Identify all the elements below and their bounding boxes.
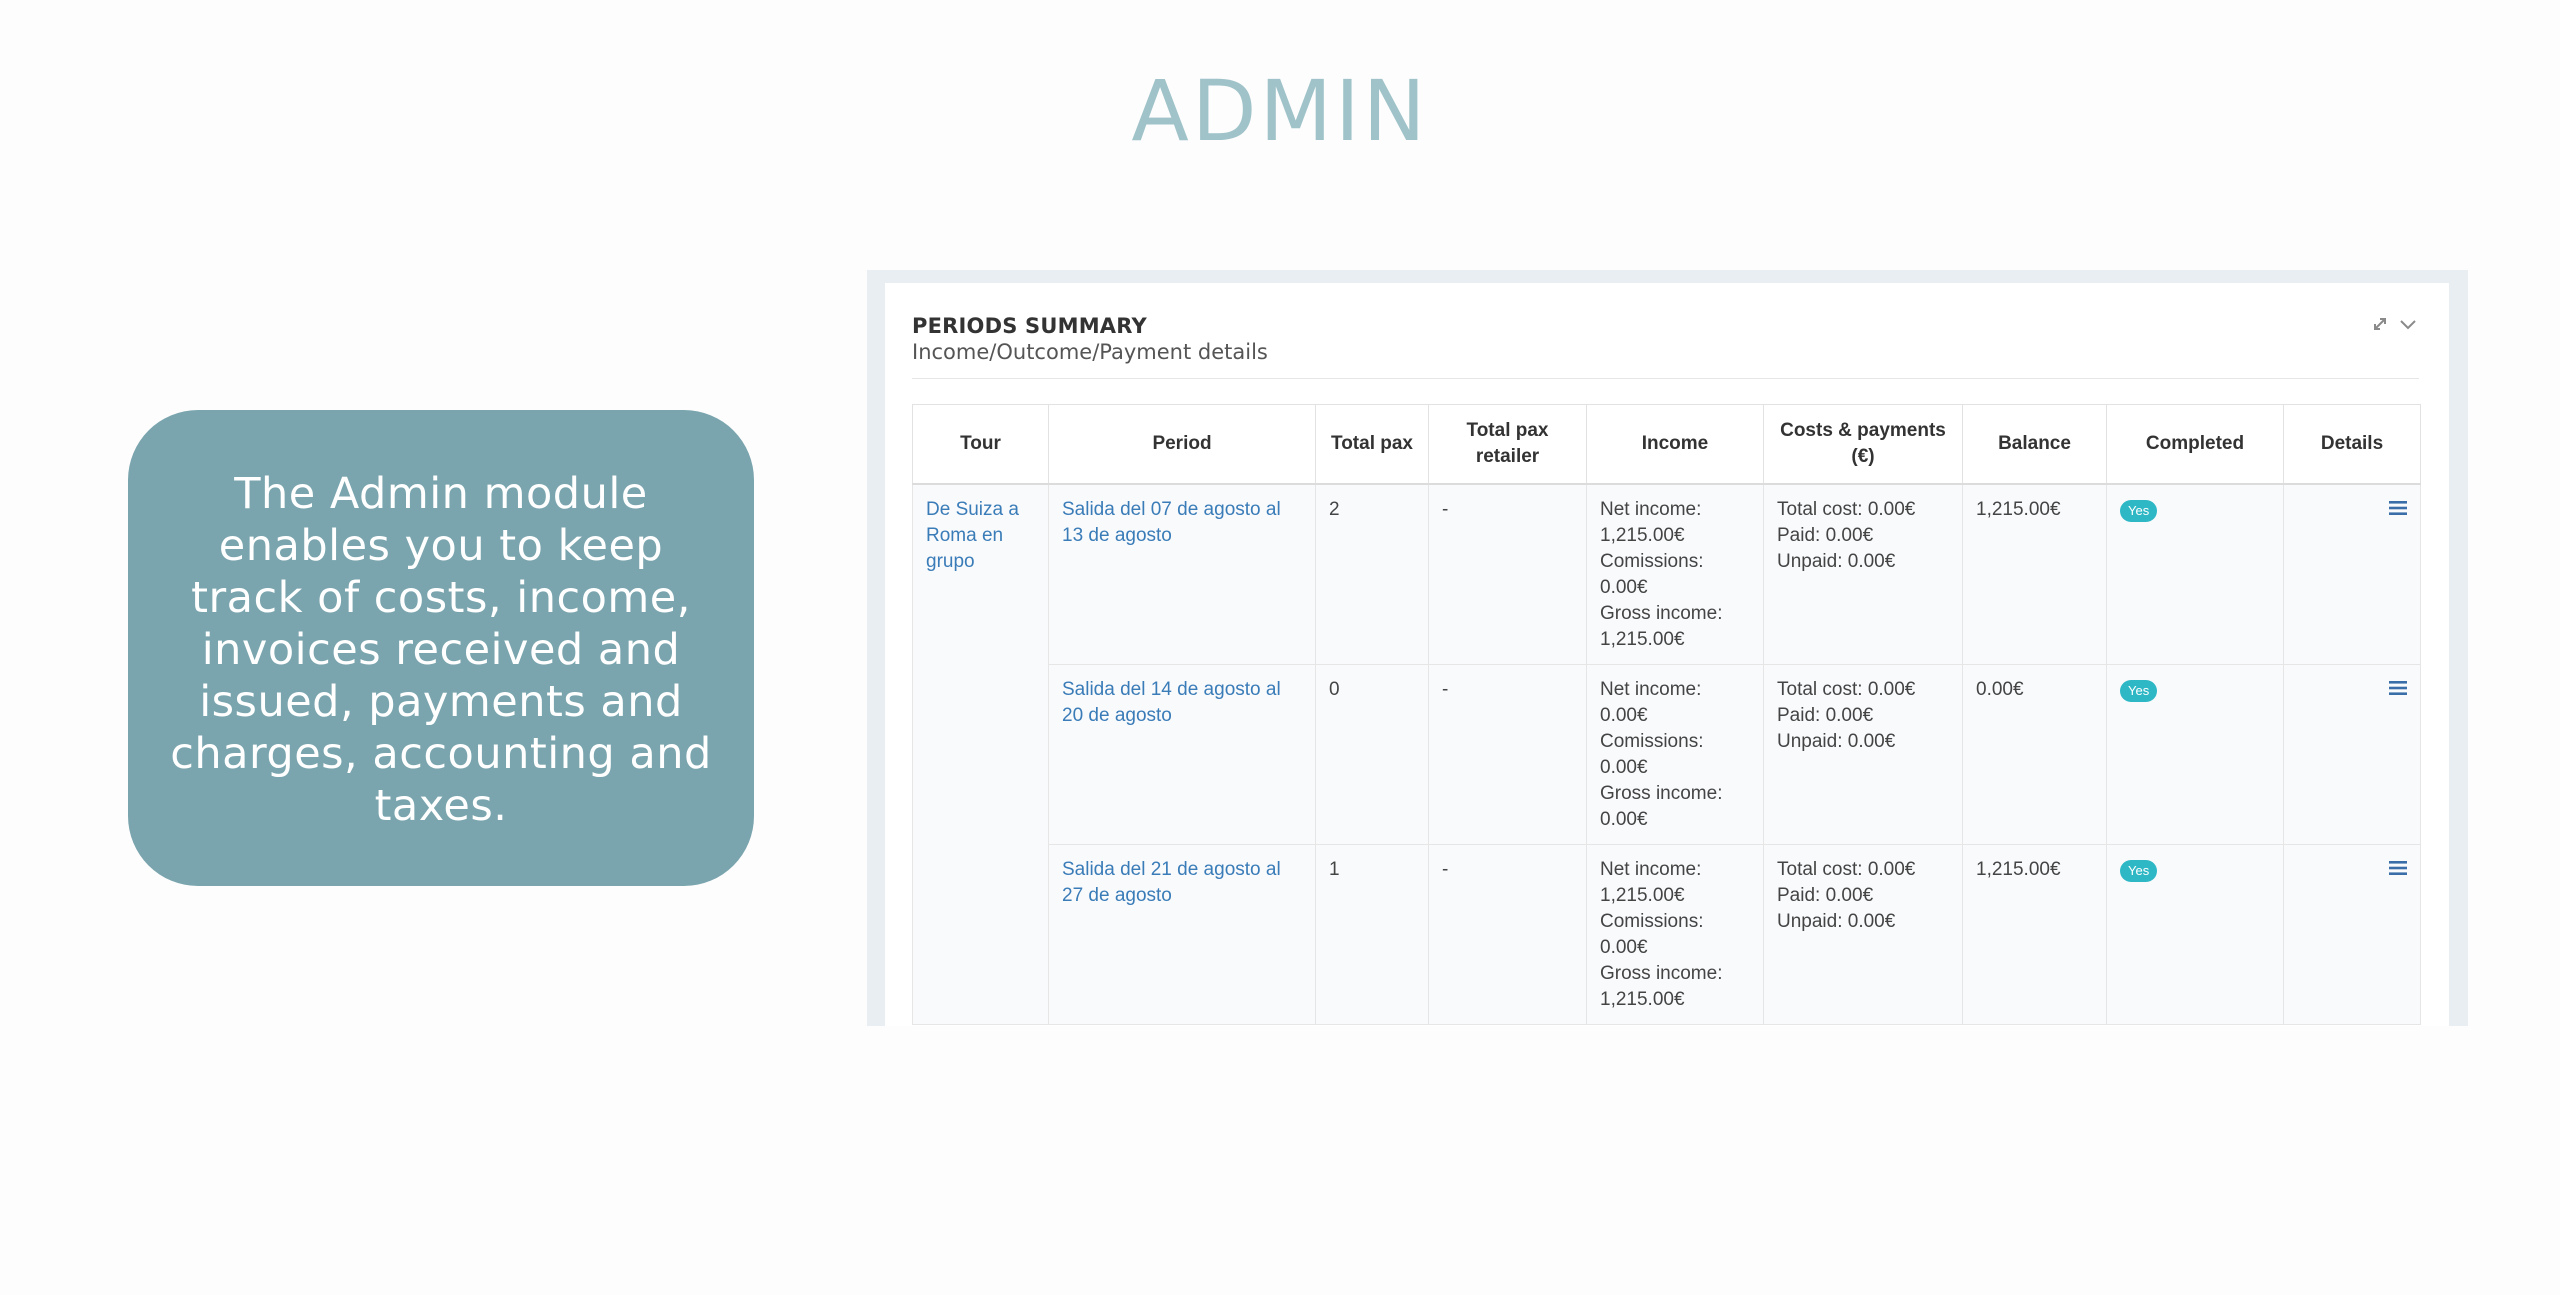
costs-cell — [1764, 845, 1963, 1025]
income-line: 0.00€ — [1600, 705, 1648, 726]
income-cell — [1587, 665, 1764, 845]
income-line: Net income: — [1600, 679, 1702, 700]
col-header-completed[interactable]: Completed — [2107, 405, 2284, 485]
completed-cell — [2107, 484, 2284, 665]
cost-line: Paid: 0.00€ — [1777, 525, 1874, 546]
col-header-total-pax[interactable]: Total pax — [1316, 405, 1429, 485]
col-header-costs[interactable]: Costs & payments (€) — [1764, 405, 1963, 485]
cost-line: Total cost: 0.00€ — [1777, 499, 1916, 520]
income-line: Comissions: — [1600, 911, 1704, 932]
cost-line: Paid: 0.00€ — [1777, 885, 1874, 906]
cost-line: Paid: 0.00€ — [1777, 705, 1874, 726]
info-callout — [128, 410, 754, 886]
income-line: Gross income: — [1600, 603, 1723, 624]
pax-retailer-cell: - — [1429, 665, 1587, 845]
cost-line: Unpaid: 0.00€ — [1777, 551, 1896, 572]
cost-line: Total cost: 0.00€ — [1777, 859, 1916, 880]
periods-summary-panel — [885, 283, 2449, 1026]
income-line: Gross income: — [1600, 963, 1723, 984]
income-line: 0.00€ — [1600, 577, 1648, 598]
income-cell — [1587, 484, 1764, 665]
pax-retailer-cell: - — [1429, 845, 1587, 1025]
income-line: 1,215.00€ — [1600, 989, 1685, 1010]
panel-divider — [912, 378, 2419, 379]
col-header-balance[interactable]: Balance — [1963, 405, 2107, 485]
app-screenshot — [867, 270, 2468, 1026]
period-link[interactable]: Salida del 14 de agosto al 20 de agosto — [1062, 679, 1281, 726]
income-line: Comissions: — [1600, 551, 1704, 572]
income-line: Net income: — [1600, 859, 1702, 880]
income-line: Net income: — [1600, 499, 1702, 520]
col-header-total-pax-retailer[interactable]: Total pax retailer — [1429, 405, 1587, 485]
income-line: Gross income: — [1600, 783, 1723, 804]
panel-title: PERIODS SUMMARY — [912, 314, 1147, 338]
balance-cell: 1,215.00€ — [1963, 484, 2107, 665]
income-line: 1,215.00€ — [1600, 525, 1685, 546]
slide-title: ADMIN — [1131, 62, 1429, 160]
total-pax-cell: 0 — [1316, 665, 1429, 845]
chevron-down-icon[interactable] — [2397, 313, 2419, 335]
period-cell — [1049, 845, 1316, 1025]
details-menu-icon[interactable] — [2389, 860, 2407, 876]
table-row — [913, 665, 2421, 845]
cost-line: Unpaid: 0.00€ — [1777, 911, 1896, 932]
balance-cell: 0.00€ — [1963, 665, 2107, 845]
completed-badge: Yes — [2120, 680, 2157, 702]
details-menu-icon[interactable] — [2389, 500, 2407, 516]
period-cell — [1049, 484, 1316, 665]
income-line: 1,215.00€ — [1600, 885, 1685, 906]
col-header-period[interactable]: Period — [1049, 405, 1316, 485]
col-header-income[interactable]: Income — [1587, 405, 1764, 485]
income-cell — [1587, 845, 1764, 1025]
details-cell — [2284, 484, 2421, 665]
total-pax-cell: 2 — [1316, 484, 1429, 665]
tour-cell — [913, 484, 1049, 1025]
completed-badge: Yes — [2120, 860, 2157, 882]
income-line: 0.00€ — [1600, 937, 1648, 958]
costs-cell — [1764, 665, 1963, 845]
income-line: 0.00€ — [1600, 757, 1648, 778]
balance-cell: 1,215.00€ — [1963, 845, 2107, 1025]
table-row — [913, 484, 2421, 665]
panel-subtitle: Income/Outcome/Payment details — [912, 340, 1268, 364]
callout-text: The Admin module enables you to keep track of costs, income, invoices received and issued, payments and charges, accounting and taxes. — [170, 469, 712, 831]
income-line: 0.00€ — [1600, 809, 1648, 830]
period-cell — [1049, 665, 1316, 845]
total-pax-cell: 1 — [1316, 845, 1429, 1025]
tour-link[interactable]: De Suiza a Roma en grupo — [926, 499, 1019, 572]
col-header-details[interactable]: Details — [2284, 405, 2421, 485]
expand-icon[interactable] — [2369, 313, 2391, 335]
periods-table — [912, 404, 2421, 1025]
income-line: Comissions: — [1600, 731, 1704, 752]
pax-retailer-cell: - — [1429, 484, 1587, 665]
details-cell — [2284, 665, 2421, 845]
table-row — [913, 845, 2421, 1025]
completed-badge: Yes — [2120, 500, 2157, 522]
details-cell — [2284, 845, 2421, 1025]
col-header-tour[interactable]: Tour — [913, 405, 1049, 485]
completed-cell — [2107, 845, 2284, 1025]
table-header-row — [913, 405, 2421, 485]
cost-line: Unpaid: 0.00€ — [1777, 731, 1896, 752]
income-line: 1,215.00€ — [1600, 629, 1685, 650]
panel-tools — [2369, 313, 2419, 335]
details-menu-icon[interactable] — [2389, 680, 2407, 696]
cost-line: Total cost: 0.00€ — [1777, 679, 1916, 700]
period-link[interactable]: Salida del 21 de agosto al 27 de agosto — [1062, 859, 1281, 906]
costs-cell — [1764, 484, 1963, 665]
period-link[interactable]: Salida del 07 de agosto al 13 de agosto — [1062, 499, 1281, 546]
completed-cell — [2107, 665, 2284, 845]
